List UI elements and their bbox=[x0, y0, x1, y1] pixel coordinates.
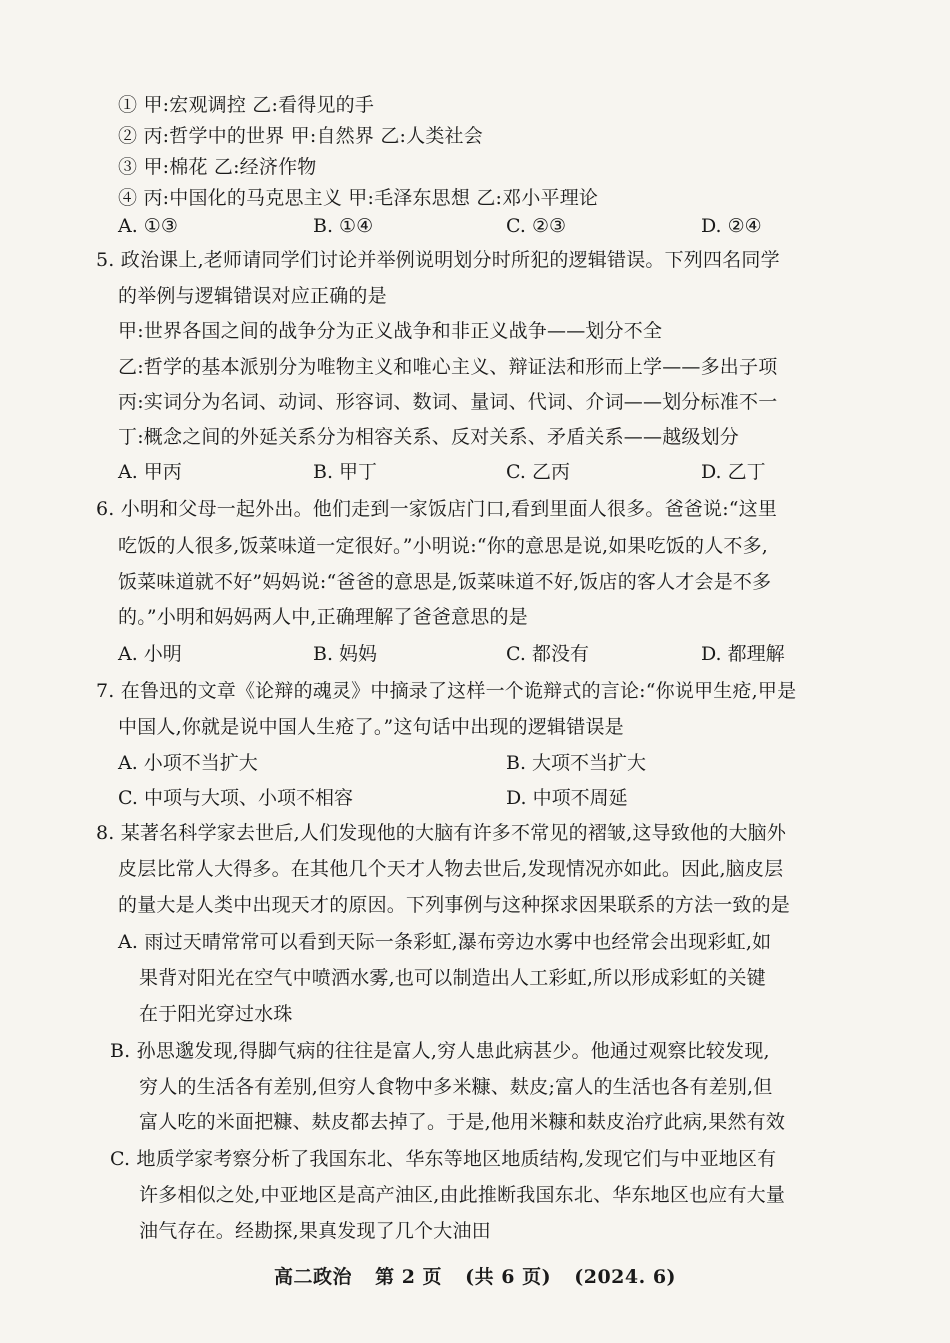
q6-option-a: A. 小明 bbox=[118, 643, 182, 665]
q5-option-d: D. 乙丁 bbox=[701, 461, 766, 483]
q7-option-c: C. 中项与大项、小项不相容 bbox=[118, 787, 353, 809]
q5-item-bing: 丙:实词分为名词、动词、形容词、数词、量词、代词、介词——划分标准不一 bbox=[118, 391, 778, 413]
q4-item-1: ① 甲:宏观调控 乙:看得见的手 bbox=[118, 94, 375, 116]
q4-option-a: A. ①③ bbox=[118, 215, 178, 237]
q8-stem-1: 8. 某著名科学家去世后,人们发现他的大脑有许多不常见的褶皱,这导致他的大脑外 bbox=[96, 822, 787, 844]
q5-options bbox=[118, 460, 878, 484]
q8-option-a-line-3: 在于阳光穿过水珠 bbox=[139, 1003, 293, 1025]
q6-option-b: B. 妈妈 bbox=[313, 643, 378, 665]
q8-stem-2: 皮层比常人大得多。在其他几个天才人物去世后,发现情况亦如此。因此,脑皮层 bbox=[118, 858, 784, 880]
q8-option-a-line-2: 果背对阳光在空气中喷洒水雾,也可以制造出人工彩虹,所以形成彩虹的关键 bbox=[139, 967, 766, 989]
q8-stem-3: 的量大是人类中出现天才的原因。下列事例与这种探求因果联系的方法一致的是 bbox=[118, 894, 791, 916]
q6-option-c: C. 都没有 bbox=[506, 643, 589, 665]
q7-options-row-1 bbox=[118, 751, 878, 775]
q5-option-c: C. 乙丙 bbox=[506, 461, 570, 483]
q5-stem-2: 的举例与逻辑错误对应正确的是 bbox=[118, 285, 387, 307]
q7-stem-1: 7. 在鲁迅的文章《论辩的魂灵》中摘录了这样一个诡辩式的言论:“你说甲生疮,甲是 bbox=[96, 680, 797, 702]
q6-option-d: D. 都理解 bbox=[701, 643, 785, 665]
q8-option-b-line-2: 穷人的生活各有差别,但穷人食物中多米糠、麸皮;富人的生活也各有差别,但 bbox=[139, 1076, 773, 1098]
q4-option-d: D. ②④ bbox=[701, 215, 762, 237]
q4-item-3: ③ 甲:棉花 乙:经济作物 bbox=[118, 156, 317, 178]
q7-option-d: D. 中项不周延 bbox=[506, 787, 628, 809]
q5-item-jia: 甲:世界各国之间的战争分为正义战争和非正义战争——划分不全 bbox=[118, 320, 663, 342]
q6-stem-1: 6. 小明和父母一起外出。他们走到一家饭店门口,看到里面人很多。爸爸说:“这里 bbox=[96, 498, 778, 520]
q4-option-b: B. ①④ bbox=[313, 215, 374, 237]
q8-option-b-line-1: B. 孙思邈发现,得脚气病的往往是富人,穷人患此病甚少。他通过观察比较发现, bbox=[110, 1040, 770, 1062]
q4-options bbox=[118, 214, 878, 238]
q7-stem-2: 中国人,你就是说中国人生疮了。”这句话中出现的逻辑错误是 bbox=[118, 716, 624, 738]
q7-option-b: B. 大项不当扩大 bbox=[506, 752, 647, 774]
q5-stem-1: 5. 政治课上,老师请同学们讨论并举例说明划分时所犯的逻辑错误。下列四名同学 bbox=[96, 249, 780, 271]
q6-stem-2: 吃饭的人很多,饭菜味道一定很好。”小明说:“你的意思是说,如果吃饭的人不多, bbox=[118, 535, 769, 557]
q8-option-b-line-3: 富人吃的米面把糠、麸皮都去掉了。于是,他用米糠和麸皮治疗此病,果然有效 bbox=[139, 1111, 786, 1133]
q6-stem-4: 的。”小明和妈妈两人中,正确理解了爸爸意思的是 bbox=[118, 606, 528, 628]
q8-option-c-line-2: 许多相似之处,中亚地区是高产油区,由此推断我国东北、华东地区也应有大量 bbox=[139, 1184, 786, 1206]
q5-option-a: A. 甲丙 bbox=[118, 461, 182, 483]
q8-option-c-line-3: 油气存在。经勘探,果真发现了几个大油田 bbox=[139, 1220, 491, 1242]
q5-item-yi: 乙:哲学的基本派别分为唯物主义和唯心主义、辩证法和形而上学——多出子项 bbox=[118, 356, 778, 378]
q7-options-row-2 bbox=[118, 786, 878, 810]
q5-option-b: B. 甲丁 bbox=[313, 461, 378, 483]
footer-total-pages: (共 6 页) bbox=[465, 1266, 552, 1288]
q8-option-a-line-1: A. 雨过天晴常常可以看到天际一条彩虹,瀑布旁边水雾中也经常会出现彩虹,如 bbox=[118, 931, 772, 953]
footer-subject: 高二政治 bbox=[273, 1266, 352, 1288]
page-footer bbox=[0, 1262, 950, 1289]
footer-page-number: 第 2 页 bbox=[375, 1266, 443, 1288]
q4-item-4: ④ 丙:中国化的马克思主义 甲:毛泽东思想 乙:邓小平理论 bbox=[118, 187, 599, 209]
q6-stem-3: 饭菜味道就不好”妈妈说:“爸爸的意思是,饭菜味道不好,饭店的客人才会是不多 bbox=[118, 571, 772, 593]
q4-option-c: C. ②③ bbox=[506, 215, 567, 237]
footer-date: (2024. 6) bbox=[574, 1266, 677, 1288]
q4-item-2: ② 丙:哲学中的世界 甲:自然界 乙:人类社会 bbox=[118, 125, 483, 147]
q7-option-a: A. 小项不当扩大 bbox=[118, 752, 258, 774]
q6-options bbox=[118, 642, 878, 666]
q8-option-c-line-1: C. 地质学家考察分析了我国东北、华东等地区地质结构,发现它们与中亚地区有 bbox=[110, 1148, 777, 1170]
q5-item-ding: 丁:概念之间的外延关系分为相容关系、反对关系、矛盾关系——越级划分 bbox=[118, 426, 740, 448]
